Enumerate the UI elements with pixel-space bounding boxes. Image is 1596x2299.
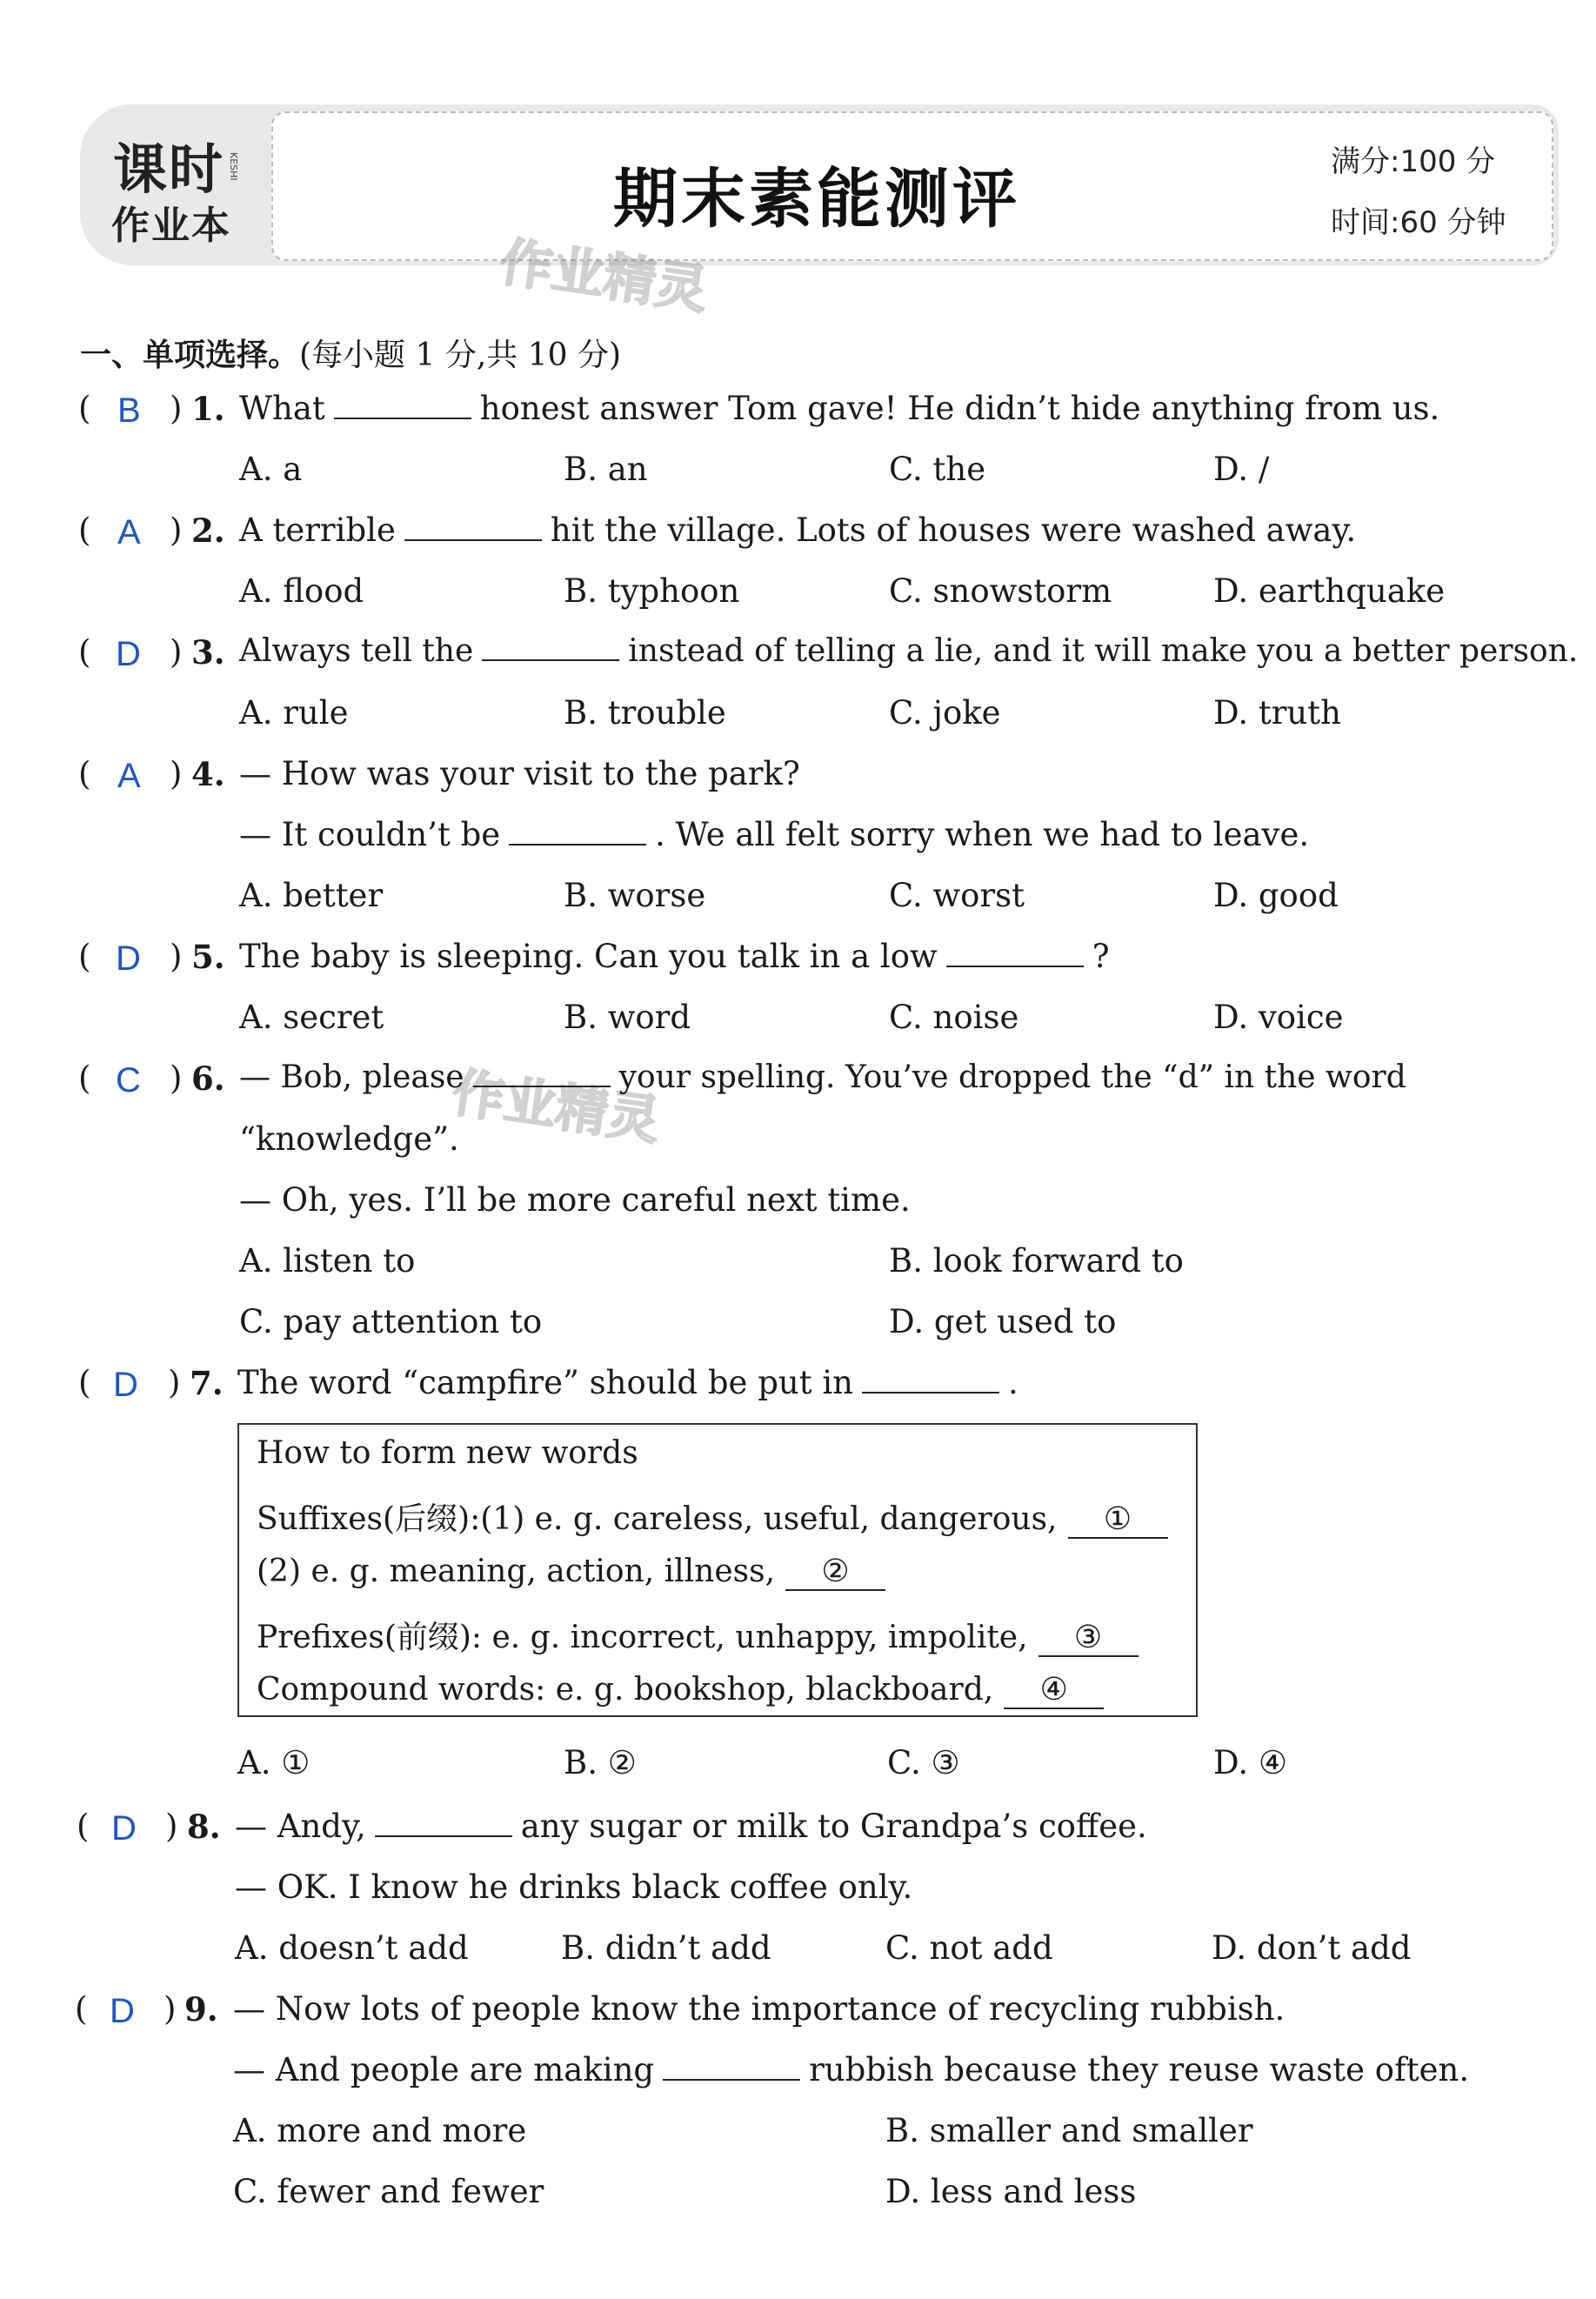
stem-pre: The word “campfire” should be put in [237, 1364, 854, 1401]
stem-pre: — It couldn’t be [239, 816, 501, 853]
answer-paren: ( [77, 1808, 90, 1845]
answer-paren: ( [78, 1059, 91, 1097]
answer-mark: D [110, 1992, 135, 2030]
stem-pre: A terrible [239, 511, 396, 549]
option-c: C. the [889, 451, 986, 488]
answer-blank [404, 513, 542, 541]
question-number: 7. [190, 1364, 224, 1402]
question-stem [235, 1808, 1147, 1845]
logo [104, 126, 252, 248]
score-info: 满分:100 分 [1331, 144, 1496, 179]
stem-post: your spelling. You’ve dropped the “d” in the word [618, 1059, 1406, 1095]
option-c: C. worst [889, 877, 1025, 914]
question-number: 8. [187, 1808, 221, 1846]
stem-post: any sugar or milk to Grandpa’s coffee. [520, 1808, 1147, 1845]
option-b: B. smaller and smaller [885, 2112, 1253, 2149]
section-note: (每小题 1 分,共 10 分) [299, 337, 622, 373]
question-number: 5. [191, 938, 225, 976]
answer-paren: ) [170, 938, 183, 975]
dialogue-line: — Now lots of people know the importance of recycling rubbish. [233, 1990, 1285, 2028]
answer-blank [509, 818, 646, 845]
stem-post: . [1008, 1364, 1018, 1401]
question-number: 4. [191, 755, 225, 793]
option-a: A. a [239, 451, 303, 488]
answer-blank [862, 1366, 999, 1393]
option-d: D. get used to [889, 1303, 1117, 1340]
option-d: D. ④ [1213, 1744, 1288, 1781]
option-d: D. earthquake [1213, 572, 1446, 610]
option-a: A. listen to [239, 1242, 416, 1280]
stem-post: . We all felt sorry when we had to leave. [655, 816, 1310, 853]
option-d: D. don’t add [1212, 1929, 1412, 1967]
question-stem [237, 1364, 1018, 1401]
answer-paren: ( [75, 1990, 88, 2028]
logo-line2: 作业本 [111, 204, 231, 248]
stem-post: ? [1092, 938, 1110, 975]
option-c: C. pay attention to [239, 1303, 543, 1340]
section-heading: 一、单项选择。 [80, 337, 300, 373]
option-b: B. look forward to [889, 1242, 1184, 1280]
answer-paren: ) [170, 1059, 183, 1097]
option-a: A. ① [237, 1744, 311, 1781]
question-number: 2. [191, 511, 225, 550]
answer-paren: ) [170, 390, 183, 427]
box-line-text: Compound words: e. g. bookshop, blackboard, [257, 1672, 994, 1708]
option-a: A. doesn’t add [235, 1929, 469, 1967]
question-stem [239, 1059, 1406, 1095]
answer-paren: ( [78, 633, 91, 671]
dialogue-line: — OK. I know he drinks black coffee only. [235, 1868, 913, 1906]
answer-mark: A [117, 757, 141, 795]
option-b: B. ② [564, 1744, 637, 1781]
box-blank: ③ [1038, 1620, 1139, 1657]
option-a: A. better [239, 877, 384, 914]
logo-tag: KESHI [228, 152, 239, 181]
option-c: C. ③ [887, 1744, 960, 1781]
box-line-text: Prefixes(前缀): e. g. incorrect, unhappy, impolite, [257, 1620, 1028, 1655]
answer-mark: B [117, 391, 141, 430]
answer-blank [473, 1059, 611, 1087]
option-b: B. trouble [564, 694, 726, 732]
option-c: C. noise [889, 999, 1019, 1036]
question-number: 1. [191, 390, 225, 428]
option-d: D. / [1213, 451, 1270, 488]
option-a: A. rule [239, 694, 349, 732]
answer-paren: ( [78, 755, 91, 792]
answer-paren: ( [78, 1364, 91, 1401]
answer-paren: ) [168, 1364, 181, 1401]
stem-post: instead of telling a lie, and it will make you a better person. [628, 633, 1579, 669]
answer-paren: ( [78, 390, 91, 427]
option-d: D. less and less [885, 2173, 1137, 2210]
answer-mark: A [117, 513, 141, 551]
box-line [257, 1494, 1168, 1539]
box-blank: ① [1068, 1501, 1168, 1539]
option-b: B. word [564, 999, 691, 1036]
question-stem [239, 390, 1439, 427]
option-c: C. not add [885, 1929, 1053, 1967]
option-b: B. didn’t add [561, 1929, 771, 1967]
answer-mark: C [116, 1061, 141, 1099]
option-b: B. typhoon [564, 572, 740, 610]
answer-blank [482, 633, 619, 661]
answer-paren: ) [170, 633, 183, 671]
stem-pre: The baby is sleeping. Can you talk in a low [239, 938, 938, 975]
option-a: A. secret [239, 999, 384, 1036]
stem-pre: — Andy, [235, 1808, 366, 1845]
option-a: A. more and more [233, 2112, 527, 2149]
section-title [80, 331, 621, 375]
question-number: 9. [184, 1990, 218, 2028]
answer-mark: D [116, 635, 141, 673]
answer-mark: D [111, 1809, 137, 1848]
answer-blank [946, 939, 1084, 967]
option-c: C. snowstorm [889, 572, 1112, 610]
box-line-text: Suffixes(后缀):(1) e. g. careless, useful, dangerous, [257, 1501, 1058, 1537]
box-title: How to form new words [257, 1435, 638, 1471]
stem-pre: What [239, 390, 325, 427]
box-line-text: (2) e. g. meaning, action, illness, [257, 1554, 776, 1589]
box-line [257, 1554, 885, 1591]
question-stem [239, 938, 1110, 975]
question-number: 3. [191, 633, 225, 672]
box-blank: ④ [1004, 1672, 1104, 1709]
stem-continuation: “knowledge”. [239, 1120, 459, 1158]
logo-line1: 课时 [113, 137, 225, 201]
stem-post: honest answer Tom gave! He didn’t hide anything from us. [479, 390, 1440, 427]
answer-paren: ) [170, 755, 183, 792]
time-info: 时间:60 分钟 [1331, 205, 1506, 240]
answer-paren: ) [164, 1990, 177, 2028]
answer-paren: ( [78, 938, 91, 975]
option-b: B. worse [564, 877, 706, 914]
box-blank: ② [785, 1554, 885, 1591]
answer-paren: ) [170, 511, 183, 549]
watermark: 作业精灵 [448, 1062, 664, 1153]
stem-pre: — Bob, please [239, 1059, 464, 1095]
option-a: A. flood [239, 572, 364, 610]
answer-blank [334, 391, 471, 419]
question-stem [239, 633, 1578, 669]
answer-paren: ) [165, 1808, 178, 1845]
option-c: C. fewer and fewer [233, 2173, 544, 2210]
answer-mark: D [113, 1366, 138, 1404]
stem-post: hit the village. Lots of houses were washed away. [550, 511, 1357, 549]
option-b: B. an [564, 451, 648, 488]
dialogue-line: — How was your visit to the park? [239, 755, 800, 792]
option-d: D. truth [1213, 694, 1341, 732]
box-line [257, 1672, 1104, 1709]
stem-pre: — And people are making [233, 2051, 655, 2088]
stem-post: rubbish because they reuse waste often. [809, 2051, 1470, 2088]
answer-mark: D [116, 939, 141, 978]
option-d: D. voice [1213, 999, 1344, 1036]
answer-blank [663, 2053, 800, 2081]
box-line [257, 1613, 1139, 1657]
question-stem [239, 816, 1309, 853]
answer-paren: ( [78, 511, 91, 549]
option-c: C. joke [889, 694, 1001, 732]
dialogue-line: — Oh, yes. I’ll be more careful next time. [239, 1181, 911, 1219]
question-stem [233, 2051, 1469, 2088]
question-stem [239, 511, 1356, 549]
option-d: D. good [1213, 877, 1339, 914]
page-title: 期末素能测评 [613, 162, 1020, 237]
watermark: 作业精灵 [496, 231, 712, 322]
question-number: 6. [191, 1059, 225, 1098]
stem-pre: Always tell the [239, 633, 474, 669]
answer-blank [375, 1809, 512, 1837]
